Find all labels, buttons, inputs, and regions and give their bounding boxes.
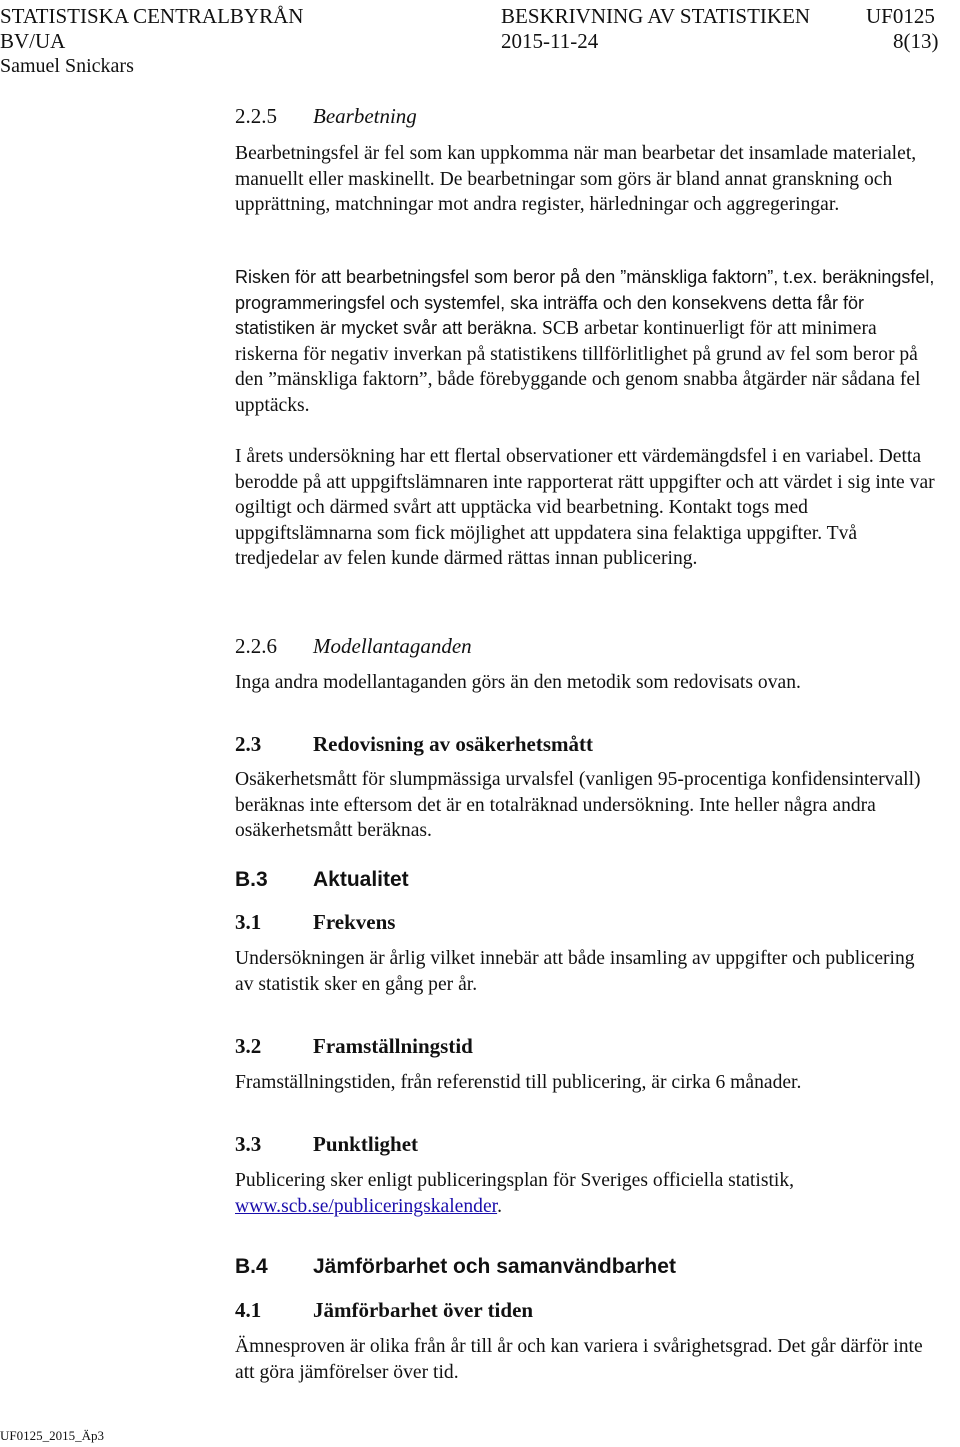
header-unit: BV/UA [0, 29, 66, 53]
section-heading-2-2-5 [235, 104, 417, 129]
chapter-number: B.3 [235, 868, 268, 891]
section-title: Jämförbarhet över tiden [313, 1298, 534, 1322]
paragraph-serif-part: SCB arbetar kontinuerligt för att minimera riskerna för negativ inverkan på statistikens tillförlitlighet på grund av fel som beror på den ”mänskliga faktorn”, både förebyggande och genom snabba åtgärder när sådana fel upptäcks. [235, 318, 921, 416]
section-number: 3.3 [235, 1132, 262, 1156]
paragraph: Undersökningen är årlig vilket innebär att både insamling av uppgifter och publicering av statistik sker en gång per år. [235, 948, 915, 995]
section-title: Modellantaganden [313, 634, 472, 658]
paragraph: Osäkerhetsmått för slumpmässiga urvalsfel (vanligen 95-procentiga konfidensintervall) beräknas inte eftersom det är en totalräknad undersökning. Inte heller några andra osäkerhetsmått beräknas. [235, 769, 921, 842]
paragraph-period: . [497, 1195, 502, 1217]
section-title: Punktlighet [313, 1132, 419, 1156]
chapter-number: B.4 [235, 1255, 268, 1278]
section-heading-3-2 [235, 1034, 473, 1059]
section-number: 2.3 [235, 732, 262, 756]
section-number: 3.1 [235, 910, 262, 934]
section-heading-3-1 [235, 910, 395, 935]
header-code: UF0125 [866, 4, 935, 28]
section-heading-2-3 [235, 732, 593, 757]
paragraph-sans-part: Risken för att bearbetningsfel som beror på den ”mänskliga faktorn”, t.ex. beräkningsfel, programmeringsfel och systemfel, ska inträffa och den konsekvens detta får för statistiken är mycket svår att beräkna. [235, 267, 935, 339]
section-title: Framställningstid [313, 1034, 473, 1058]
section-number: 2.2.6 [235, 634, 277, 658]
header-page-number: 8(13) [893, 29, 939, 53]
header-author: Samuel Snickars [0, 55, 134, 77]
chapter-heading-b4 [235, 1255, 676, 1279]
section-number: 4.1 [235, 1298, 262, 1322]
chapter-title: Jämförbarhet och samanvändbarhet [313, 1255, 676, 1278]
section-heading-4-1 [235, 1298, 533, 1323]
section-number: 3.2 [235, 1034, 262, 1058]
paragraph [235, 1168, 935, 1219]
paragraph: I årets undersökning har ett flertal observationer ett värdemängdsfel i en variabel. Detta berodde på att uppgiftslämnaren inte rapporterat rätt uppgifter och att värdet i sig inte var ogiltigt och därmed svårt att upptäcka vid bearbetning. Kontakt togs med uppgiftslämnarna som fick möjlighet att uppdatera sina felaktiga uppgifter. Två tredjedelar av felen kunde därmed rättas innan publicering. [235, 446, 935, 570]
header-doc-type: BESKRIVNING AV STATISTIKEN [501, 4, 811, 28]
header-date: 2015-11-24 [501, 29, 599, 53]
section-number: 2.2.5 [235, 104, 277, 128]
paragraph: Framställningstiden, från referenstid till publicering, är cirka 6 månader. [235, 1072, 802, 1093]
chapter-title: Aktualitet [313, 868, 409, 891]
paragraph [235, 265, 935, 419]
publiceringskalender-link[interactable]: www.scb.se/publiceringskalender [235, 1195, 498, 1217]
footer-code: UF0125_2015_Äp3 [0, 1428, 105, 1443]
paragraph: Ämnesproven är olika från år till år och kan variera i svårighetsgrad. Det går därför inte att göra jämförelser över tid. [235, 1336, 923, 1383]
paragraph: Inga andra modellantaganden görs än den metodik som redovisats ovan. [235, 672, 801, 693]
section-title: Frekvens [313, 910, 396, 934]
section-heading-2-2-6 [235, 634, 472, 659]
section-title: Redovisning av osäkerhetsmått [313, 732, 594, 756]
chapter-heading-b3 [235, 868, 409, 892]
section-heading-3-3 [235, 1132, 418, 1157]
section-title: Bearbetning [313, 104, 417, 128]
paragraph-text: Publicering sker enligt publiceringsplan för Sveriges officiella statistik, [235, 1170, 795, 1191]
paragraph: Bearbetningsfel är fel som kan uppkomma när man bearbetar det insamlade materialet, manuellt eller maskinellt. De bearbetningar som görs är bland annat granskning och upprättning, matchningar mot andra register, härledningar och aggregeringar. [235, 143, 917, 216]
header-org: STATISTISKA CENTRALBYRÅN [0, 4, 304, 28]
